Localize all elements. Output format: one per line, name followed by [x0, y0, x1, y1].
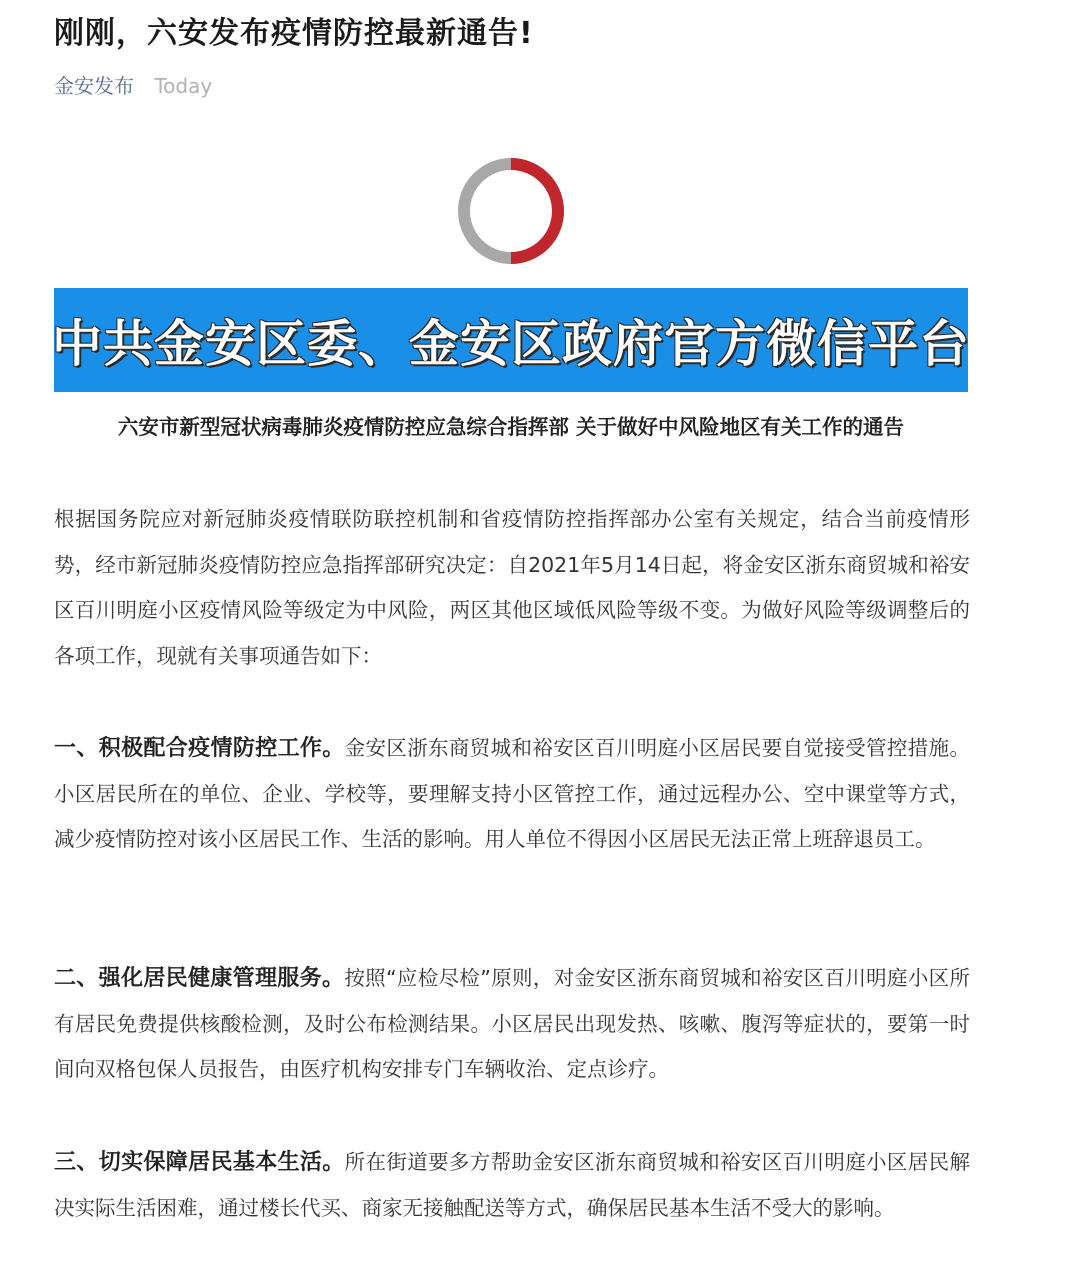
notice-heading: 六安市新型冠状病毒肺炎疫情防控应急综合指挥部 关于做好中风险地区有关工作的通告 — [117, 415, 905, 439]
article-title: 刚刚，六安发布疫情防控最新通告! — [54, 16, 534, 51]
publish-date: Today — [154, 74, 213, 98]
section-2-lead: 二、强化居民健康管理服务。 — [54, 966, 345, 991]
section-2-body: 按照“应检尽检”原则，对金安区浙东商贸城和裕安区百川明庭小区所有居民免费提供核酸检测，及时公布检测结果。小区居民出现发热、咳嗽、腹泻等症状的，要第一时间向双格包保人员报告，由医疗机构安排专门车辆收治、定点诊疗。 — [54, 966, 970, 1081]
section-3-lead: 三、切实保障居民基本生活。 — [54, 1150, 345, 1175]
loading-spinner-icon — [456, 156, 566, 266]
loader-progress-arc — [511, 164, 558, 258]
notice-section-1 — [54, 726, 970, 863]
notice-section-2 — [54, 956, 970, 1093]
section-1-body: 金安区浙东商贸城和裕安区百川明庭小区居民要自觉接受管控措施。小区居民所在的单位、企业、学校等，要理解支持小区管控工作，通过远程办公、空中课堂等方式，减少疫情防控对该小区居民工作、生活的影响。用人单位不得因小区居民无法正常上班辞退员工。 — [54, 736, 970, 851]
banner-text: 中共金安区委、金安区政府官方微信平台 — [52, 315, 970, 373]
section-1-lead: 一、积极配合疫情防控工作。 — [54, 736, 345, 761]
notice-section-3 — [54, 1140, 970, 1231]
official-platform-banner — [54, 288, 968, 392]
account-name-link[interactable]: 金安发布 — [54, 74, 134, 98]
notice-intro-paragraph: 根据国务院应对新冠肺炎疫情联防联控机制和省疫情防控指挥部办公室有关规定，结合当前疫情形势，经市新冠肺炎疫情防控应急指挥部研究决定：自2021年5月14日起，将金安区浙东商贸城和裕安区百川明庭小区疫情风险等级定为中风险，两区其他区域低风险等级不变。为做好风险等级调整后的各项工作，现就有关事项通告如下： — [54, 507, 970, 668]
article-meta — [54, 72, 212, 100]
section-3-body: 所在街道要多方帮助金安区浙东商贸城和裕安区百川明庭小区居民解决实际生活困难，通过楼长代买、商家无接触配送等方式，确保居民基本生活不受大的影响。 — [54, 1150, 970, 1220]
